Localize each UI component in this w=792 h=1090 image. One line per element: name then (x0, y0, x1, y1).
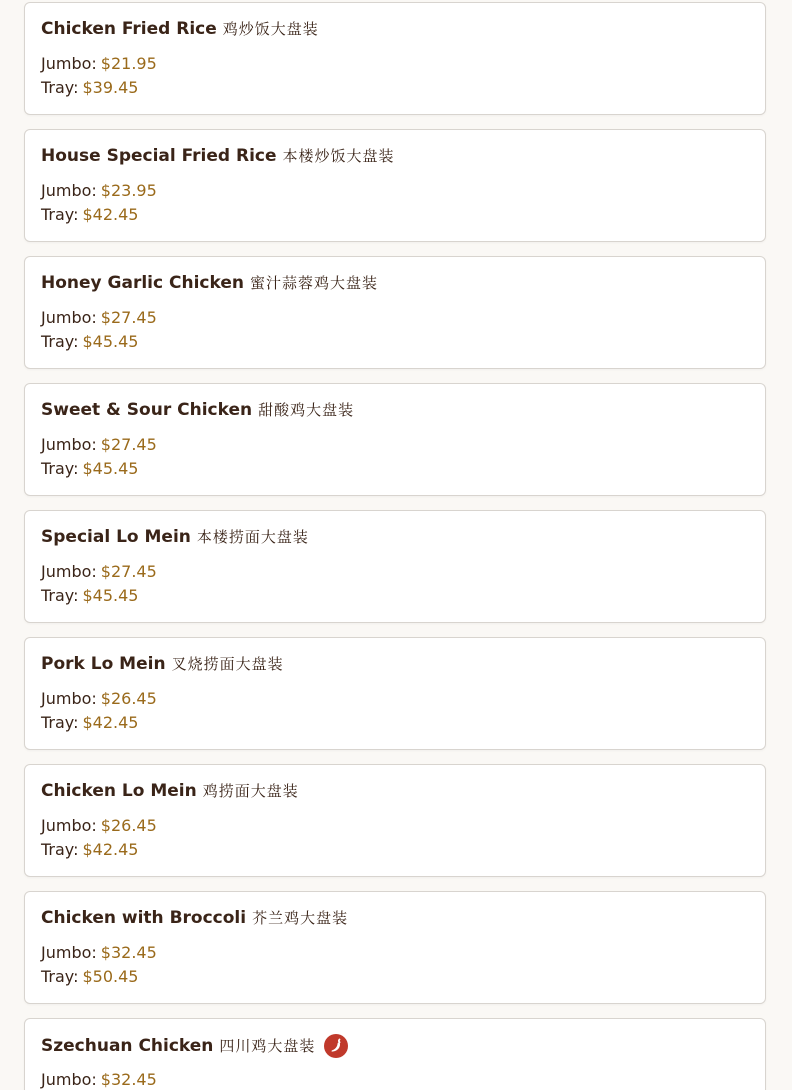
menu-item-card[interactable] (24, 764, 766, 877)
tray-price-line (41, 458, 138, 480)
tray-price-line (41, 204, 138, 226)
jumbo-label: Jumbo: (41, 562, 97, 581)
item-title (41, 1034, 348, 1058)
jumbo-price-line (41, 815, 157, 837)
tray-label: Tray: (41, 713, 79, 732)
item-name: Chicken Lo Mein (41, 781, 197, 801)
tray-price: $45.45 (82, 459, 139, 478)
item-chinese-name: 叉烧捞面大盘装 (171, 655, 284, 673)
tray-price: $42.45 (82, 205, 139, 224)
item-chinese-name: 四川鸡大盘装 (219, 1037, 316, 1055)
jumbo-price: $26.45 (100, 689, 157, 708)
item-chinese-name: 鸡捞面大盘装 (202, 782, 299, 800)
item-title (41, 399, 354, 421)
jumbo-price-line (41, 1069, 157, 1090)
jumbo-price-line (41, 180, 157, 202)
jumbo-price-line (41, 942, 157, 964)
tray-label: Tray: (41, 205, 79, 224)
item-title (41, 780, 299, 802)
tray-price-line (41, 331, 138, 353)
item-chinese-name: 本楼炒饭大盘装 (282, 147, 395, 165)
jumbo-price: $32.45 (100, 1070, 157, 1089)
item-title (41, 272, 378, 294)
item-name: House Special Fried Rice (41, 146, 277, 166)
tray-label: Tray: (41, 967, 79, 986)
item-chinese-name: 鸡炒饭大盘装 (222, 20, 319, 38)
jumbo-price: $27.45 (100, 562, 157, 581)
tray-price-line (41, 712, 138, 734)
jumbo-label: Jumbo: (41, 1070, 97, 1089)
item-title (41, 526, 309, 548)
menu-item-card[interactable] (24, 383, 766, 496)
menu-item-card[interactable] (24, 510, 766, 623)
tray-label: Tray: (41, 78, 79, 97)
tray-label: Tray: (41, 840, 79, 859)
menu-item-card[interactable] (24, 129, 766, 242)
jumbo-label: Jumbo: (41, 689, 97, 708)
tray-price-line (41, 77, 138, 99)
tray-price-line (41, 839, 138, 861)
jumbo-price-line (41, 561, 157, 583)
jumbo-label: Jumbo: (41, 54, 97, 73)
jumbo-price: $26.45 (100, 816, 157, 835)
item-name: Chicken Fried Rice (41, 19, 217, 39)
jumbo-price: $27.45 (100, 308, 157, 327)
menu-item-card[interactable] (24, 891, 766, 1004)
tray-label: Tray: (41, 586, 79, 605)
jumbo-price: $27.45 (100, 435, 157, 454)
item-name: Szechuan Chicken (41, 1036, 214, 1056)
tray-label: Tray: (41, 459, 79, 478)
menu-item-card[interactable] (24, 1018, 766, 1090)
item-name: Pork Lo Mein (41, 654, 166, 674)
item-name: Honey Garlic Chicken (41, 273, 244, 293)
jumbo-price-line (41, 688, 157, 710)
item-title (41, 653, 284, 675)
tray-price-line (41, 585, 138, 607)
item-name: Special Lo Mein (41, 527, 191, 547)
item-chinese-name: 蜜汁蒜蓉鸡大盘装 (249, 274, 378, 292)
menu-item-card[interactable] (24, 256, 766, 369)
tray-price: $42.45 (82, 713, 139, 732)
item-name: Sweet & Sour Chicken (41, 400, 253, 420)
chili-pepper-icon (324, 1034, 348, 1058)
tray-price: $39.45 (82, 78, 139, 97)
item-name: Chicken with Broccoli (41, 908, 247, 928)
jumbo-price-line (41, 434, 157, 456)
jumbo-price: $32.45 (100, 943, 157, 962)
jumbo-label: Jumbo: (41, 943, 97, 962)
item-chinese-name: 芥兰鸡大盘装 (252, 909, 349, 927)
jumbo-label: Jumbo: (41, 435, 97, 454)
tray-price: $45.45 (82, 332, 139, 351)
tray-price: $50.45 (82, 967, 139, 986)
jumbo-label: Jumbo: (41, 816, 97, 835)
jumbo-price-line (41, 307, 157, 329)
jumbo-label: Jumbo: (41, 181, 97, 200)
tray-price-line (41, 966, 138, 988)
menu-item-card[interactable] (24, 2, 766, 115)
jumbo-label: Jumbo: (41, 308, 97, 327)
item-chinese-name: 甜酸鸡大盘装 (258, 401, 355, 419)
item-title (41, 18, 319, 40)
item-chinese-name: 本楼捞面大盘装 (196, 528, 309, 546)
jumbo-price: $21.95 (100, 54, 157, 73)
jumbo-price: $23.95 (100, 181, 157, 200)
menu-item-card[interactable] (24, 637, 766, 750)
jumbo-price-line (41, 53, 157, 75)
tray-price: $42.45 (82, 840, 139, 859)
tray-label: Tray: (41, 332, 79, 351)
item-title (41, 145, 395, 167)
tray-price: $45.45 (82, 586, 139, 605)
item-title (41, 907, 348, 929)
